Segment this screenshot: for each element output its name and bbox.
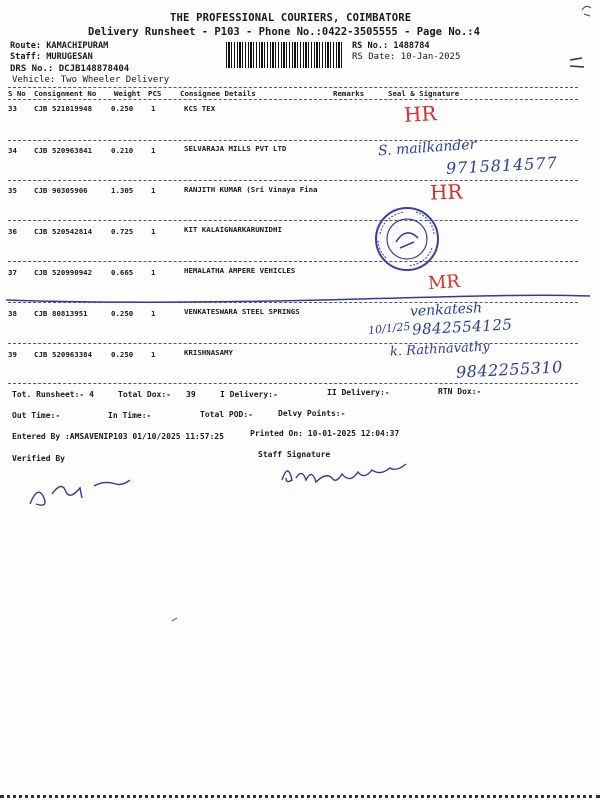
row-prefix: CJB: [34, 309, 48, 318]
row-sno: 39: [8, 350, 17, 359]
company-seal-stamp: [372, 204, 442, 274]
row-divider: [8, 261, 578, 262]
rtn-dox-label: RTN Dox:-: [438, 387, 482, 396]
row-weight: 0.250: [111, 104, 134, 113]
row-consignment: 90305906: [52, 186, 88, 195]
col-weight: Weight: [114, 89, 141, 98]
row-pcs: 1: [151, 186, 156, 195]
remark-hr-2: HR: [429, 179, 463, 205]
remark-hr-1: HR: [403, 101, 438, 127]
row-consignee: KCS TEX: [184, 104, 216, 113]
route-label: Route: KAMACHIPURAM: [10, 41, 109, 51]
row-consignee: HEMALATHA AMPERE VEHICLES: [184, 266, 296, 275]
in-time-label: In Time:-: [108, 411, 152, 420]
row-prefix: CJB: [34, 268, 48, 277]
ii-delivery-label: II Delivery:-: [327, 388, 390, 397]
entered-by: Entered By :AMSAVENIP103 01/10/2025 11:57:25: [12, 432, 224, 441]
row-weight: 0.210: [111, 146, 134, 155]
total-dox-value: 39: [186, 390, 196, 399]
row-prefix: CJB: [34, 146, 48, 155]
signature-row38-name: venkatesh: [409, 300, 483, 320]
staff-label: Staff: MURUGESAN: [10, 52, 93, 62]
total-dox-label: Total Dox:-: [118, 390, 171, 399]
row-sno: 35: [8, 186, 17, 195]
verified-by-signature: [24, 470, 144, 510]
remark-mr: MR: [427, 270, 461, 295]
col-seal: Seal & Signature: [388, 89, 460, 98]
signature-row39-name: k. Rathnavathy: [389, 339, 491, 360]
row-consignment: 520963841: [52, 146, 93, 155]
row-consignment: 520542814: [52, 227, 93, 236]
staff-signature-scribble: [280, 460, 420, 492]
row-pcs: 1: [151, 350, 156, 359]
corner-marks: [560, 0, 600, 90]
barcode-image: [226, 42, 344, 68]
company-title: THE PROFESSIONAL COURIERS, COIMBATORE: [170, 12, 412, 24]
pen-strike-line: [0, 290, 600, 310]
header-divider-top: [8, 87, 578, 88]
verified-by-label: Verified By: [12, 454, 65, 463]
col-consignee: Consignee Details: [180, 89, 256, 98]
row-consignee: RANJITH KUMAR (Sri Vinaya Fina: [184, 185, 318, 194]
row-consignee: KIT KALAIGNARKARUNIDHI: [184, 225, 282, 234]
row-weight: 0.725: [111, 227, 134, 236]
row-sno: 38: [8, 309, 17, 318]
row-divider: [8, 140, 578, 141]
row-pcs: 1: [151, 227, 156, 236]
row-prefix: CJB: [34, 104, 48, 113]
row-weight: 0.665: [111, 268, 134, 277]
table-bottom-divider: [8, 383, 578, 384]
row-consignee: VENKATESWARA STEEL SPRINGS: [184, 307, 300, 316]
rs-date: RS Date: 10-Jan-2025: [352, 52, 461, 62]
row-consignment: 520963384: [52, 350, 93, 359]
row-consignment: 521019948: [52, 104, 93, 113]
row-consignee: SELVARAJA MILLS PVT LTD: [184, 144, 287, 153]
row-divider: [8, 343, 578, 344]
row-consignment: 520990942: [52, 268, 93, 277]
row-prefix: CJB: [34, 227, 48, 236]
row-pcs: 1: [151, 104, 156, 113]
signature-row38-date: 10/1/25: [367, 319, 411, 338]
staff-signature-label: Staff Signature: [258, 450, 331, 459]
signature-row34-name: S. mailkander: [377, 136, 477, 160]
row-consignment: 80813951: [52, 309, 88, 318]
row-weight: 0.250: [111, 309, 134, 318]
row-weight: 1.305: [111, 186, 134, 195]
row-sno: 37: [8, 268, 17, 277]
out-time-label: Out Time:-: [12, 411, 61, 420]
col-sno: S No: [8, 89, 26, 98]
row-pcs: 1: [151, 268, 156, 277]
i-delivery-label: I Delivery:-: [220, 390, 278, 399]
row-divider: [8, 220, 578, 221]
drs-label: DRS No.: DCJB148878404: [10, 64, 130, 74]
delvy-points-label: Delvy Points:-: [278, 409, 346, 418]
stray-mark: [170, 615, 180, 625]
signature-row38-phone: 9842554125: [411, 315, 513, 339]
signature-row34-phone: 9715814577: [445, 153, 559, 178]
row-sno: 36: [8, 227, 17, 236]
signature-row39-phone: 9842255310: [455, 357, 564, 382]
total-runsheet: Tot. Runsheet:- 4: [12, 390, 94, 399]
runsheet-title: Delivery Runsheet - P103 - Phone No.:0422-3505555 - Page No.:4: [88, 26, 480, 38]
page-bottom-edge: [0, 795, 600, 798]
row-prefix: CJB: [34, 350, 48, 359]
row-sno: 34: [8, 146, 17, 155]
row-pcs: 1: [151, 309, 156, 318]
row-sno: 33: [8, 104, 17, 113]
col-pcs: PCS: [148, 89, 162, 98]
col-consignment: Consignment No: [34, 89, 97, 98]
total-pod-label: Total POD:-: [200, 410, 253, 419]
row-divider: [8, 302, 578, 303]
rs-number: RS No.: 1488784: [352, 41, 430, 51]
header-divider-bottom: [8, 99, 578, 100]
col-remarks: Remarks: [333, 89, 365, 98]
row-weight: 0.250: [111, 350, 134, 359]
row-pcs: 1: [151, 146, 156, 155]
row-consignee: KRISHNASAMY: [184, 348, 233, 357]
row-prefix: CJB: [34, 186, 48, 195]
vehicle-label: Vehicle: Two Wheeler Delivery: [12, 75, 170, 85]
row-divider: [8, 180, 578, 181]
printed-on: Printed On: 10-01-2025 12:04:37: [250, 429, 400, 438]
